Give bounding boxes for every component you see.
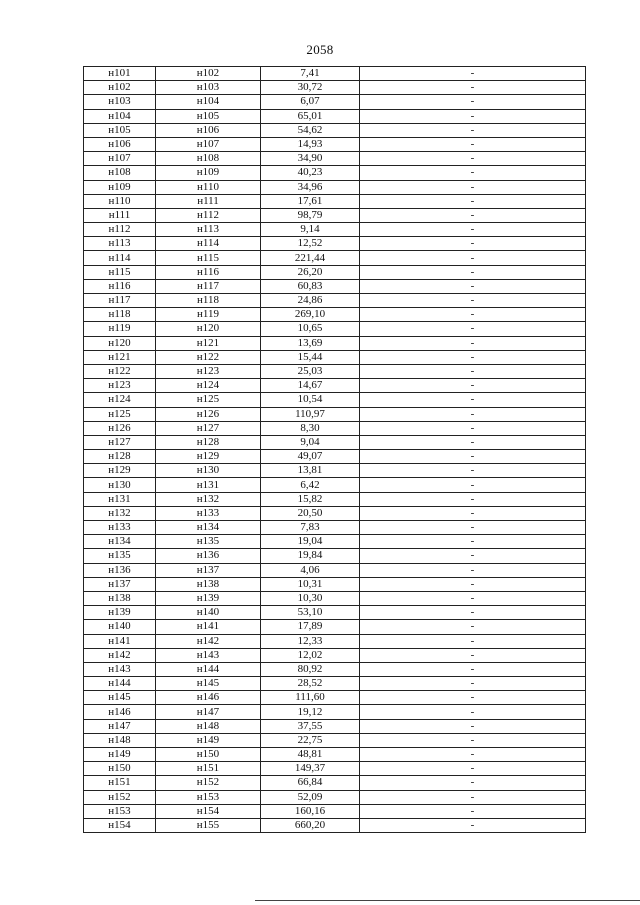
- table-row: [84, 648, 586, 662]
- note-cell: -: [360, 790, 586, 804]
- from-point-cell: н124: [84, 393, 156, 407]
- distance-cell: 34,90: [261, 152, 360, 166]
- note-cell: -: [360, 705, 586, 719]
- distance-cell: 221,44: [261, 251, 360, 265]
- to-point-cell: н129: [156, 450, 261, 464]
- to-point-cell: н120: [156, 322, 261, 336]
- distance-cell: 13,69: [261, 336, 360, 350]
- table-row: [84, 804, 586, 818]
- distance-cell: 80,92: [261, 662, 360, 676]
- to-point-cell: н152: [156, 776, 261, 790]
- distance-cell: 7,83: [261, 521, 360, 535]
- from-point-cell: н113: [84, 237, 156, 251]
- table-row: [84, 549, 586, 563]
- distance-cell: 149,37: [261, 762, 360, 776]
- from-point-cell: н153: [84, 804, 156, 818]
- to-point-cell: н127: [156, 421, 261, 435]
- table-row: [84, 421, 586, 435]
- to-point-cell: н142: [156, 634, 261, 648]
- distance-cell: 8,30: [261, 421, 360, 435]
- table-row: [84, 407, 586, 421]
- note-cell: -: [360, 265, 586, 279]
- to-point-cell: н110: [156, 180, 261, 194]
- to-point-cell: н135: [156, 535, 261, 549]
- table-row: [84, 662, 586, 676]
- distance-cell: 10,54: [261, 393, 360, 407]
- distance-cell: 660,20: [261, 818, 360, 832]
- table-row: [84, 67, 586, 81]
- to-point-cell: н136: [156, 549, 261, 563]
- to-point-cell: н138: [156, 577, 261, 591]
- distance-cell: 12,52: [261, 237, 360, 251]
- from-point-cell: н101: [84, 67, 156, 81]
- to-point-cell: н107: [156, 137, 261, 151]
- boundary-points-table: [83, 66, 586, 833]
- from-point-cell: н151: [84, 776, 156, 790]
- from-point-cell: н152: [84, 790, 156, 804]
- note-cell: -: [360, 450, 586, 464]
- to-point-cell: н148: [156, 719, 261, 733]
- from-point-cell: н140: [84, 620, 156, 634]
- table-row: [84, 393, 586, 407]
- to-point-cell: н153: [156, 790, 261, 804]
- table-row: [84, 733, 586, 747]
- to-point-cell: н140: [156, 606, 261, 620]
- from-point-cell: н141: [84, 634, 156, 648]
- table-row: [84, 606, 586, 620]
- table-row: [84, 762, 586, 776]
- from-point-cell: н149: [84, 748, 156, 762]
- from-point-cell: н110: [84, 194, 156, 208]
- from-point-cell: н119: [84, 322, 156, 336]
- distance-cell: 20,50: [261, 506, 360, 520]
- distance-cell: 10,31: [261, 577, 360, 591]
- from-point-cell: н148: [84, 733, 156, 747]
- note-cell: -: [360, 606, 586, 620]
- note-cell: -: [360, 818, 586, 832]
- table-row: [84, 180, 586, 194]
- from-point-cell: н115: [84, 265, 156, 279]
- from-point-cell: н154: [84, 818, 156, 832]
- table-row: [84, 478, 586, 492]
- from-point-cell: н131: [84, 492, 156, 506]
- to-point-cell: н147: [156, 705, 261, 719]
- to-point-cell: н146: [156, 691, 261, 705]
- table-row: [84, 294, 586, 308]
- from-point-cell: н125: [84, 407, 156, 421]
- distance-cell: 110,97: [261, 407, 360, 421]
- distance-cell: 15,82: [261, 492, 360, 506]
- from-point-cell: н117: [84, 294, 156, 308]
- note-cell: -: [360, 733, 586, 747]
- from-point-cell: н133: [84, 521, 156, 535]
- table-row: [84, 350, 586, 364]
- from-point-cell: н136: [84, 563, 156, 577]
- from-point-cell: н144: [84, 677, 156, 691]
- note-cell: -: [360, 762, 586, 776]
- distance-cell: 17,61: [261, 194, 360, 208]
- distance-cell: 4,06: [261, 563, 360, 577]
- note-cell: -: [360, 521, 586, 535]
- table-row: [84, 379, 586, 393]
- distance-cell: 19,04: [261, 535, 360, 549]
- to-point-cell: н126: [156, 407, 261, 421]
- distance-cell: 12,33: [261, 634, 360, 648]
- table-row: [84, 506, 586, 520]
- note-cell: -: [360, 81, 586, 95]
- table-row: [84, 166, 586, 180]
- note-cell: -: [360, 123, 586, 137]
- note-cell: -: [360, 308, 586, 322]
- note-cell: -: [360, 677, 586, 691]
- distance-cell: 54,62: [261, 123, 360, 137]
- from-point-cell: н121: [84, 350, 156, 364]
- note-cell: -: [360, 109, 586, 123]
- note-cell: -: [360, 620, 586, 634]
- distance-cell: 40,23: [261, 166, 360, 180]
- table-row: [84, 95, 586, 109]
- bottom-scan-edge: [255, 900, 640, 901]
- page-number: 2058: [306, 42, 334, 57]
- distance-cell: 30,72: [261, 81, 360, 95]
- to-point-cell: н151: [156, 762, 261, 776]
- note-cell: -: [360, 95, 586, 109]
- note-cell: -: [360, 776, 586, 790]
- note-cell: -: [360, 478, 586, 492]
- distance-cell: 17,89: [261, 620, 360, 634]
- table-row: [84, 435, 586, 449]
- distance-cell: 19,84: [261, 549, 360, 563]
- distance-cell: 9,14: [261, 223, 360, 237]
- note-cell: -: [360, 208, 586, 222]
- to-point-cell: н119: [156, 308, 261, 322]
- note-cell: -: [360, 152, 586, 166]
- distance-cell: 10,30: [261, 591, 360, 605]
- from-point-cell: н106: [84, 137, 156, 151]
- note-cell: -: [360, 251, 586, 265]
- to-point-cell: н134: [156, 521, 261, 535]
- distance-cell: 26,20: [261, 265, 360, 279]
- to-point-cell: н106: [156, 123, 261, 137]
- distance-cell: 48,81: [261, 748, 360, 762]
- note-cell: -: [360, 379, 586, 393]
- to-point-cell: н117: [156, 279, 261, 293]
- table-row: [84, 450, 586, 464]
- distance-cell: 65,01: [261, 109, 360, 123]
- to-point-cell: н150: [156, 748, 261, 762]
- note-cell: -: [360, 464, 586, 478]
- to-point-cell: н143: [156, 648, 261, 662]
- table-row: [84, 208, 586, 222]
- distance-cell: 14,93: [261, 137, 360, 151]
- from-point-cell: н122: [84, 364, 156, 378]
- from-point-cell: н138: [84, 591, 156, 605]
- to-point-cell: н144: [156, 662, 261, 676]
- to-point-cell: н124: [156, 379, 261, 393]
- note-cell: -: [360, 322, 586, 336]
- table-row: [84, 251, 586, 265]
- distance-cell: 12,02: [261, 648, 360, 662]
- from-point-cell: н143: [84, 662, 156, 676]
- to-point-cell: н116: [156, 265, 261, 279]
- from-point-cell: н109: [84, 180, 156, 194]
- table-row: [84, 308, 586, 322]
- to-point-cell: н131: [156, 478, 261, 492]
- note-cell: -: [360, 662, 586, 676]
- table-body: [84, 67, 586, 833]
- to-point-cell: н111: [156, 194, 261, 208]
- table-row: [84, 123, 586, 137]
- note-cell: -: [360, 294, 586, 308]
- note-cell: -: [360, 535, 586, 549]
- from-point-cell: н118: [84, 308, 156, 322]
- table-row: [84, 223, 586, 237]
- note-cell: -: [360, 648, 586, 662]
- distance-cell: 60,83: [261, 279, 360, 293]
- from-point-cell: н123: [84, 379, 156, 393]
- note-cell: -: [360, 591, 586, 605]
- from-point-cell: н103: [84, 95, 156, 109]
- distance-cell: 7,41: [261, 67, 360, 81]
- from-point-cell: н105: [84, 123, 156, 137]
- to-point-cell: н115: [156, 251, 261, 265]
- to-point-cell: н121: [156, 336, 261, 350]
- note-cell: -: [360, 691, 586, 705]
- note-cell: -: [360, 194, 586, 208]
- note-cell: -: [360, 804, 586, 818]
- to-point-cell: н103: [156, 81, 261, 95]
- distance-cell: 66,84: [261, 776, 360, 790]
- to-point-cell: н112: [156, 208, 261, 222]
- distance-cell: 14,67: [261, 379, 360, 393]
- from-point-cell: н146: [84, 705, 156, 719]
- distance-cell: 6,42: [261, 478, 360, 492]
- distance-cell: 37,55: [261, 719, 360, 733]
- distance-cell: 15,44: [261, 350, 360, 364]
- distance-cell: 49,07: [261, 450, 360, 464]
- note-cell: -: [360, 350, 586, 364]
- to-point-cell: н122: [156, 350, 261, 364]
- to-point-cell: н105: [156, 109, 261, 123]
- to-point-cell: н154: [156, 804, 261, 818]
- to-point-cell: н128: [156, 435, 261, 449]
- table-row: [84, 691, 586, 705]
- table-row: [84, 265, 586, 279]
- from-point-cell: н150: [84, 762, 156, 776]
- from-point-cell: н111: [84, 208, 156, 222]
- from-point-cell: н147: [84, 719, 156, 733]
- table-row: [84, 81, 586, 95]
- from-point-cell: н139: [84, 606, 156, 620]
- from-point-cell: н137: [84, 577, 156, 591]
- from-point-cell: н130: [84, 478, 156, 492]
- table-row: [84, 237, 586, 251]
- distance-cell: 52,09: [261, 790, 360, 804]
- table-row: [84, 364, 586, 378]
- distance-cell: 269,10: [261, 308, 360, 322]
- distance-cell: 9,04: [261, 435, 360, 449]
- table-row: [84, 748, 586, 762]
- from-point-cell: н108: [84, 166, 156, 180]
- note-cell: -: [360, 563, 586, 577]
- from-point-cell: н142: [84, 648, 156, 662]
- table-row: [84, 790, 586, 804]
- distance-cell: 25,03: [261, 364, 360, 378]
- table-row: [84, 322, 586, 336]
- boundary-points-table-container: [83, 66, 585, 833]
- from-point-cell: н114: [84, 251, 156, 265]
- table-row: [84, 634, 586, 648]
- to-point-cell: н125: [156, 393, 261, 407]
- to-point-cell: н132: [156, 492, 261, 506]
- to-point-cell: н155: [156, 818, 261, 832]
- table-row: [84, 492, 586, 506]
- to-point-cell: н137: [156, 563, 261, 577]
- note-cell: -: [360, 180, 586, 194]
- note-cell: -: [360, 166, 586, 180]
- distance-cell: 13,81: [261, 464, 360, 478]
- distance-cell: 24,86: [261, 294, 360, 308]
- note-cell: -: [360, 421, 586, 435]
- table-row: [84, 620, 586, 634]
- from-point-cell: н129: [84, 464, 156, 478]
- note-cell: -: [360, 364, 586, 378]
- note-cell: -: [360, 279, 586, 293]
- note-cell: -: [360, 719, 586, 733]
- to-point-cell: н145: [156, 677, 261, 691]
- from-point-cell: н128: [84, 450, 156, 464]
- table-row: [84, 194, 586, 208]
- from-point-cell: н107: [84, 152, 156, 166]
- from-point-cell: н112: [84, 223, 156, 237]
- table-row: [84, 677, 586, 691]
- table-row: [84, 464, 586, 478]
- table-row: [84, 521, 586, 535]
- distance-cell: 98,79: [261, 208, 360, 222]
- distance-cell: 28,52: [261, 677, 360, 691]
- distance-cell: 10,65: [261, 322, 360, 336]
- from-point-cell: н102: [84, 81, 156, 95]
- note-cell: -: [360, 393, 586, 407]
- to-point-cell: н149: [156, 733, 261, 747]
- distance-cell: 34,96: [261, 180, 360, 194]
- note-cell: -: [360, 492, 586, 506]
- from-point-cell: н134: [84, 535, 156, 549]
- table-row: [84, 336, 586, 350]
- note-cell: -: [360, 435, 586, 449]
- table-row: [84, 577, 586, 591]
- from-point-cell: н104: [84, 109, 156, 123]
- note-cell: -: [360, 67, 586, 81]
- distance-cell: 19,12: [261, 705, 360, 719]
- to-point-cell: н118: [156, 294, 261, 308]
- note-cell: -: [360, 223, 586, 237]
- note-cell: -: [360, 549, 586, 563]
- note-cell: -: [360, 336, 586, 350]
- table-row: [84, 137, 586, 151]
- note-cell: -: [360, 137, 586, 151]
- from-point-cell: н145: [84, 691, 156, 705]
- to-point-cell: н114: [156, 237, 261, 251]
- to-point-cell: н133: [156, 506, 261, 520]
- to-point-cell: н113: [156, 223, 261, 237]
- table-row: [84, 152, 586, 166]
- table-row: [84, 591, 586, 605]
- from-point-cell: н127: [84, 435, 156, 449]
- to-point-cell: н141: [156, 620, 261, 634]
- from-point-cell: н116: [84, 279, 156, 293]
- from-point-cell: н135: [84, 549, 156, 563]
- distance-cell: 111,60: [261, 691, 360, 705]
- to-point-cell: н102: [156, 67, 261, 81]
- note-cell: -: [360, 506, 586, 520]
- table-row: [84, 109, 586, 123]
- to-point-cell: н108: [156, 152, 261, 166]
- to-point-cell: н139: [156, 591, 261, 605]
- note-cell: -: [360, 577, 586, 591]
- table-row: [84, 818, 586, 832]
- note-cell: -: [360, 634, 586, 648]
- table-row: [84, 535, 586, 549]
- to-point-cell: н104: [156, 95, 261, 109]
- note-cell: -: [360, 407, 586, 421]
- table-row: [84, 563, 586, 577]
- to-point-cell: н130: [156, 464, 261, 478]
- table-row: [84, 719, 586, 733]
- note-cell: -: [360, 748, 586, 762]
- distance-cell: 22,75: [261, 733, 360, 747]
- to-point-cell: н109: [156, 166, 261, 180]
- from-point-cell: н126: [84, 421, 156, 435]
- distance-cell: 6,07: [261, 95, 360, 109]
- from-point-cell: н132: [84, 506, 156, 520]
- table-row: [84, 279, 586, 293]
- to-point-cell: н123: [156, 364, 261, 378]
- table-row: [84, 705, 586, 719]
- from-point-cell: н120: [84, 336, 156, 350]
- distance-cell: 160,16: [261, 804, 360, 818]
- table-row: [84, 776, 586, 790]
- distance-cell: 53,10: [261, 606, 360, 620]
- note-cell: -: [360, 237, 586, 251]
